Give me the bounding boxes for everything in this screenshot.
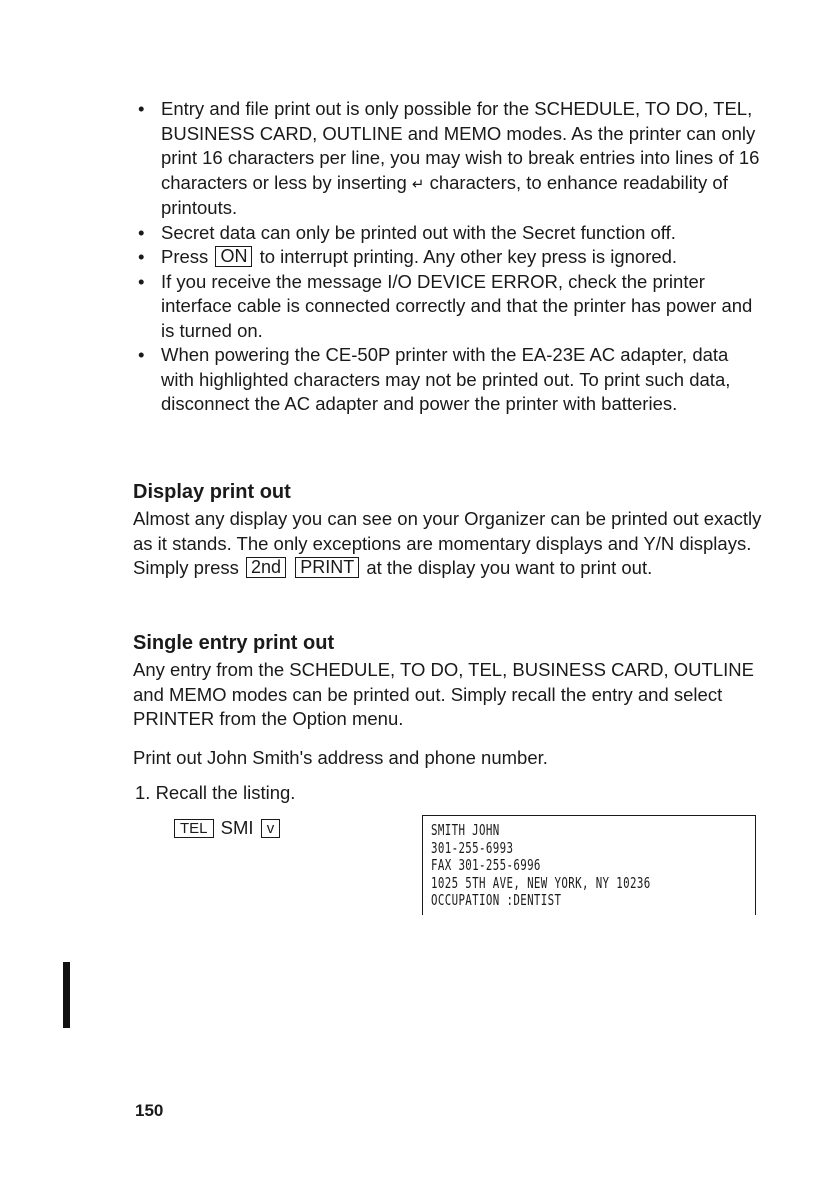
note-interrupt: • Press ON to interrupt printing. Any other key press is ignored.: [135, 245, 760, 270]
bullet-icon: •: [138, 344, 145, 365]
example-sentence: Print out John Smith's address and phone number.: [133, 747, 548, 768]
step-1: 1. Recall the listing.: [135, 782, 296, 803]
note-io-error: • If you receive the message I/O DEVICE ERROR, check the printer interface cable is connected correctly and that the printer has power and is turned on.: [138, 270, 753, 341]
single-entry-heading: Single entry print out: [133, 632, 335, 654]
bullet-icon: •: [138, 270, 145, 292]
2nd-key: 2nd: [246, 557, 286, 578]
typed-text: SMI: [220, 817, 254, 838]
down-arrow-key: v: [261, 819, 281, 838]
lcd-line: 301-255-6993: [431, 838, 514, 857]
bullet-icon: •: [138, 98, 145, 119]
lcd-line: SMITH JOHN: [431, 821, 500, 839]
enter-char-icon: ↵: [411, 174, 425, 193]
page-number: 150: [135, 1101, 164, 1120]
note-print-modes: • Entry and file print out is only possible for the SCHEDULE, TO DO, TEL, BUSINESS CARD, OUTLINE and MEMO modes. As the printer can only print 16 characters per line, you may wish to break entries into lines of 16 characters or less by inserting ↵ characters, to enhance readability of printouts.: [138, 98, 760, 218]
single-entry-paragraph: Any entry from the SCHEDULE, TO DO, TEL, BUSINESS CARD, OUTLINE and MEMO modes can be printed out. Simply recall the entry and select PRINTER from the Option menu.: [133, 659, 754, 729]
bullet-icon: •: [138, 246, 145, 267]
lcd-display: [422, 815, 756, 915]
display-print-paragraph: Almost any display you can see on your Organizer can be printed out exactly as it stands. The only exceptions are momentary displays and Y/N displays. Simply press 2nd PRINT at the display you want to print out.: [133, 508, 762, 578]
tel-key: TEL: [174, 819, 214, 838]
print-key: PRINT: [295, 557, 359, 578]
note-secret-data: • Secret data can only be printed out with the Secret function off.: [135, 221, 760, 246]
margin-thumb-bar: [63, 962, 70, 1028]
on-key: ON: [215, 246, 252, 267]
lcd-line: FAX 301-255-6996: [431, 856, 541, 874]
note-ac-adapter: • When powering the CE-50P printer with the EA-23E AC adapter, data with highlighted characters may not be printed out. To print such data, disconnect the AC adapter and power the printer with batteries.: [138, 344, 731, 414]
display-print-heading: Display print out: [133, 481, 291, 503]
lcd-line: OCCUPATION :DENTIST: [431, 891, 562, 909]
lcd-line: 1025 5TH AVE, NEW YORK, NY 10236: [431, 873, 651, 892]
bullet-icon: •: [138, 221, 145, 243]
notes-list: [135, 97, 760, 417]
key-sequence: [172, 817, 282, 839]
